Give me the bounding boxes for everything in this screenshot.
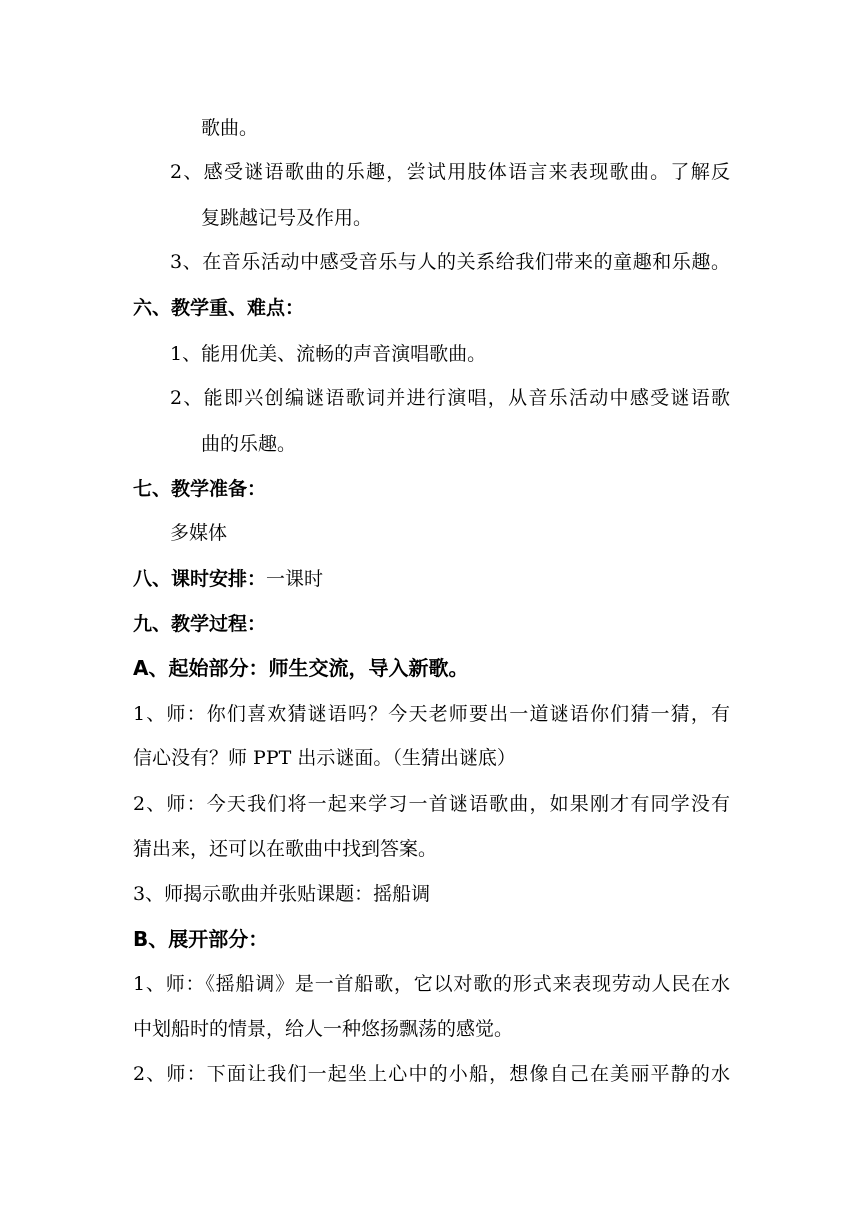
part-b-heading: B、展开部分： — [133, 927, 269, 951]
section-9-heading: 九、教学过程： — [133, 613, 267, 635]
part-b-paragraph-1-continuation: 中划船时的情景，给人一种悠扬飘荡的感觉。 — [133, 1018, 514, 1040]
section-6-item-2: 2、能即兴创编谜语歌词并进行演唱，从音乐活动中感受谜语歌 — [170, 387, 730, 409]
part-a-paragraph-1: 1、师：你们喜欢猜谜语吗？今天老师要出一道谜语你们猜一猜，有 — [133, 703, 730, 725]
goal-2-continuation: 复跳越记号及作用。 — [201, 207, 373, 229]
part-b-paragraph-2: 2、师：下面让我们一起坐上心中的小船，想像自己在美丽平静的水 — [133, 1063, 730, 1085]
part-a-paragraph-3: 3、师揭示歌曲并张贴课题：摇船调 — [133, 883, 431, 905]
section-6-heading: 六、教学重、难点： — [133, 297, 305, 319]
part-a-paragraph-2-continuation: 猜出来，还可以在歌曲中找到答案。 — [133, 838, 438, 860]
goal-1-continuation: 歌曲。 — [201, 117, 259, 139]
section-8-heading: 八、课时安排： — [133, 568, 267, 590]
part-a-paragraph-2: 2、师：今天我们将一起来学习一首谜语歌曲，如果刚才有同学没有 — [133, 793, 730, 815]
section-7-heading: 七、教学准备： — [133, 478, 267, 500]
part-a-paragraph-1-continuation: 信心没有？师 PPT 出示谜面。（生猜出谜底） — [133, 747, 516, 769]
part-a-heading: A、起始部分：师生交流，导入新歌。 — [133, 656, 469, 680]
section-8-line — [133, 567, 323, 591]
section-6-item-1: 1、能用优美、流畅的声音演唱歌曲。 — [170, 343, 487, 365]
section-7-body: 多媒体 — [170, 522, 228, 544]
goal-2: 2、感受谜语歌曲的乐趣，尝试用肢体语言来表现歌曲。了解反 — [170, 161, 730, 183]
section-8-value: 一课时 — [266, 568, 324, 590]
goal-3: 3、在音乐活动中感受音乐与人的关系给我们带来的童趣和乐趣。 — [170, 251, 730, 273]
part-b-paragraph-1: 1、师：《摇船调》是一首船歌，它以对歌的形式来表现劳动人民在水 — [133, 973, 730, 995]
section-6-item-2-continuation: 曲的乐趣。 — [201, 433, 297, 455]
